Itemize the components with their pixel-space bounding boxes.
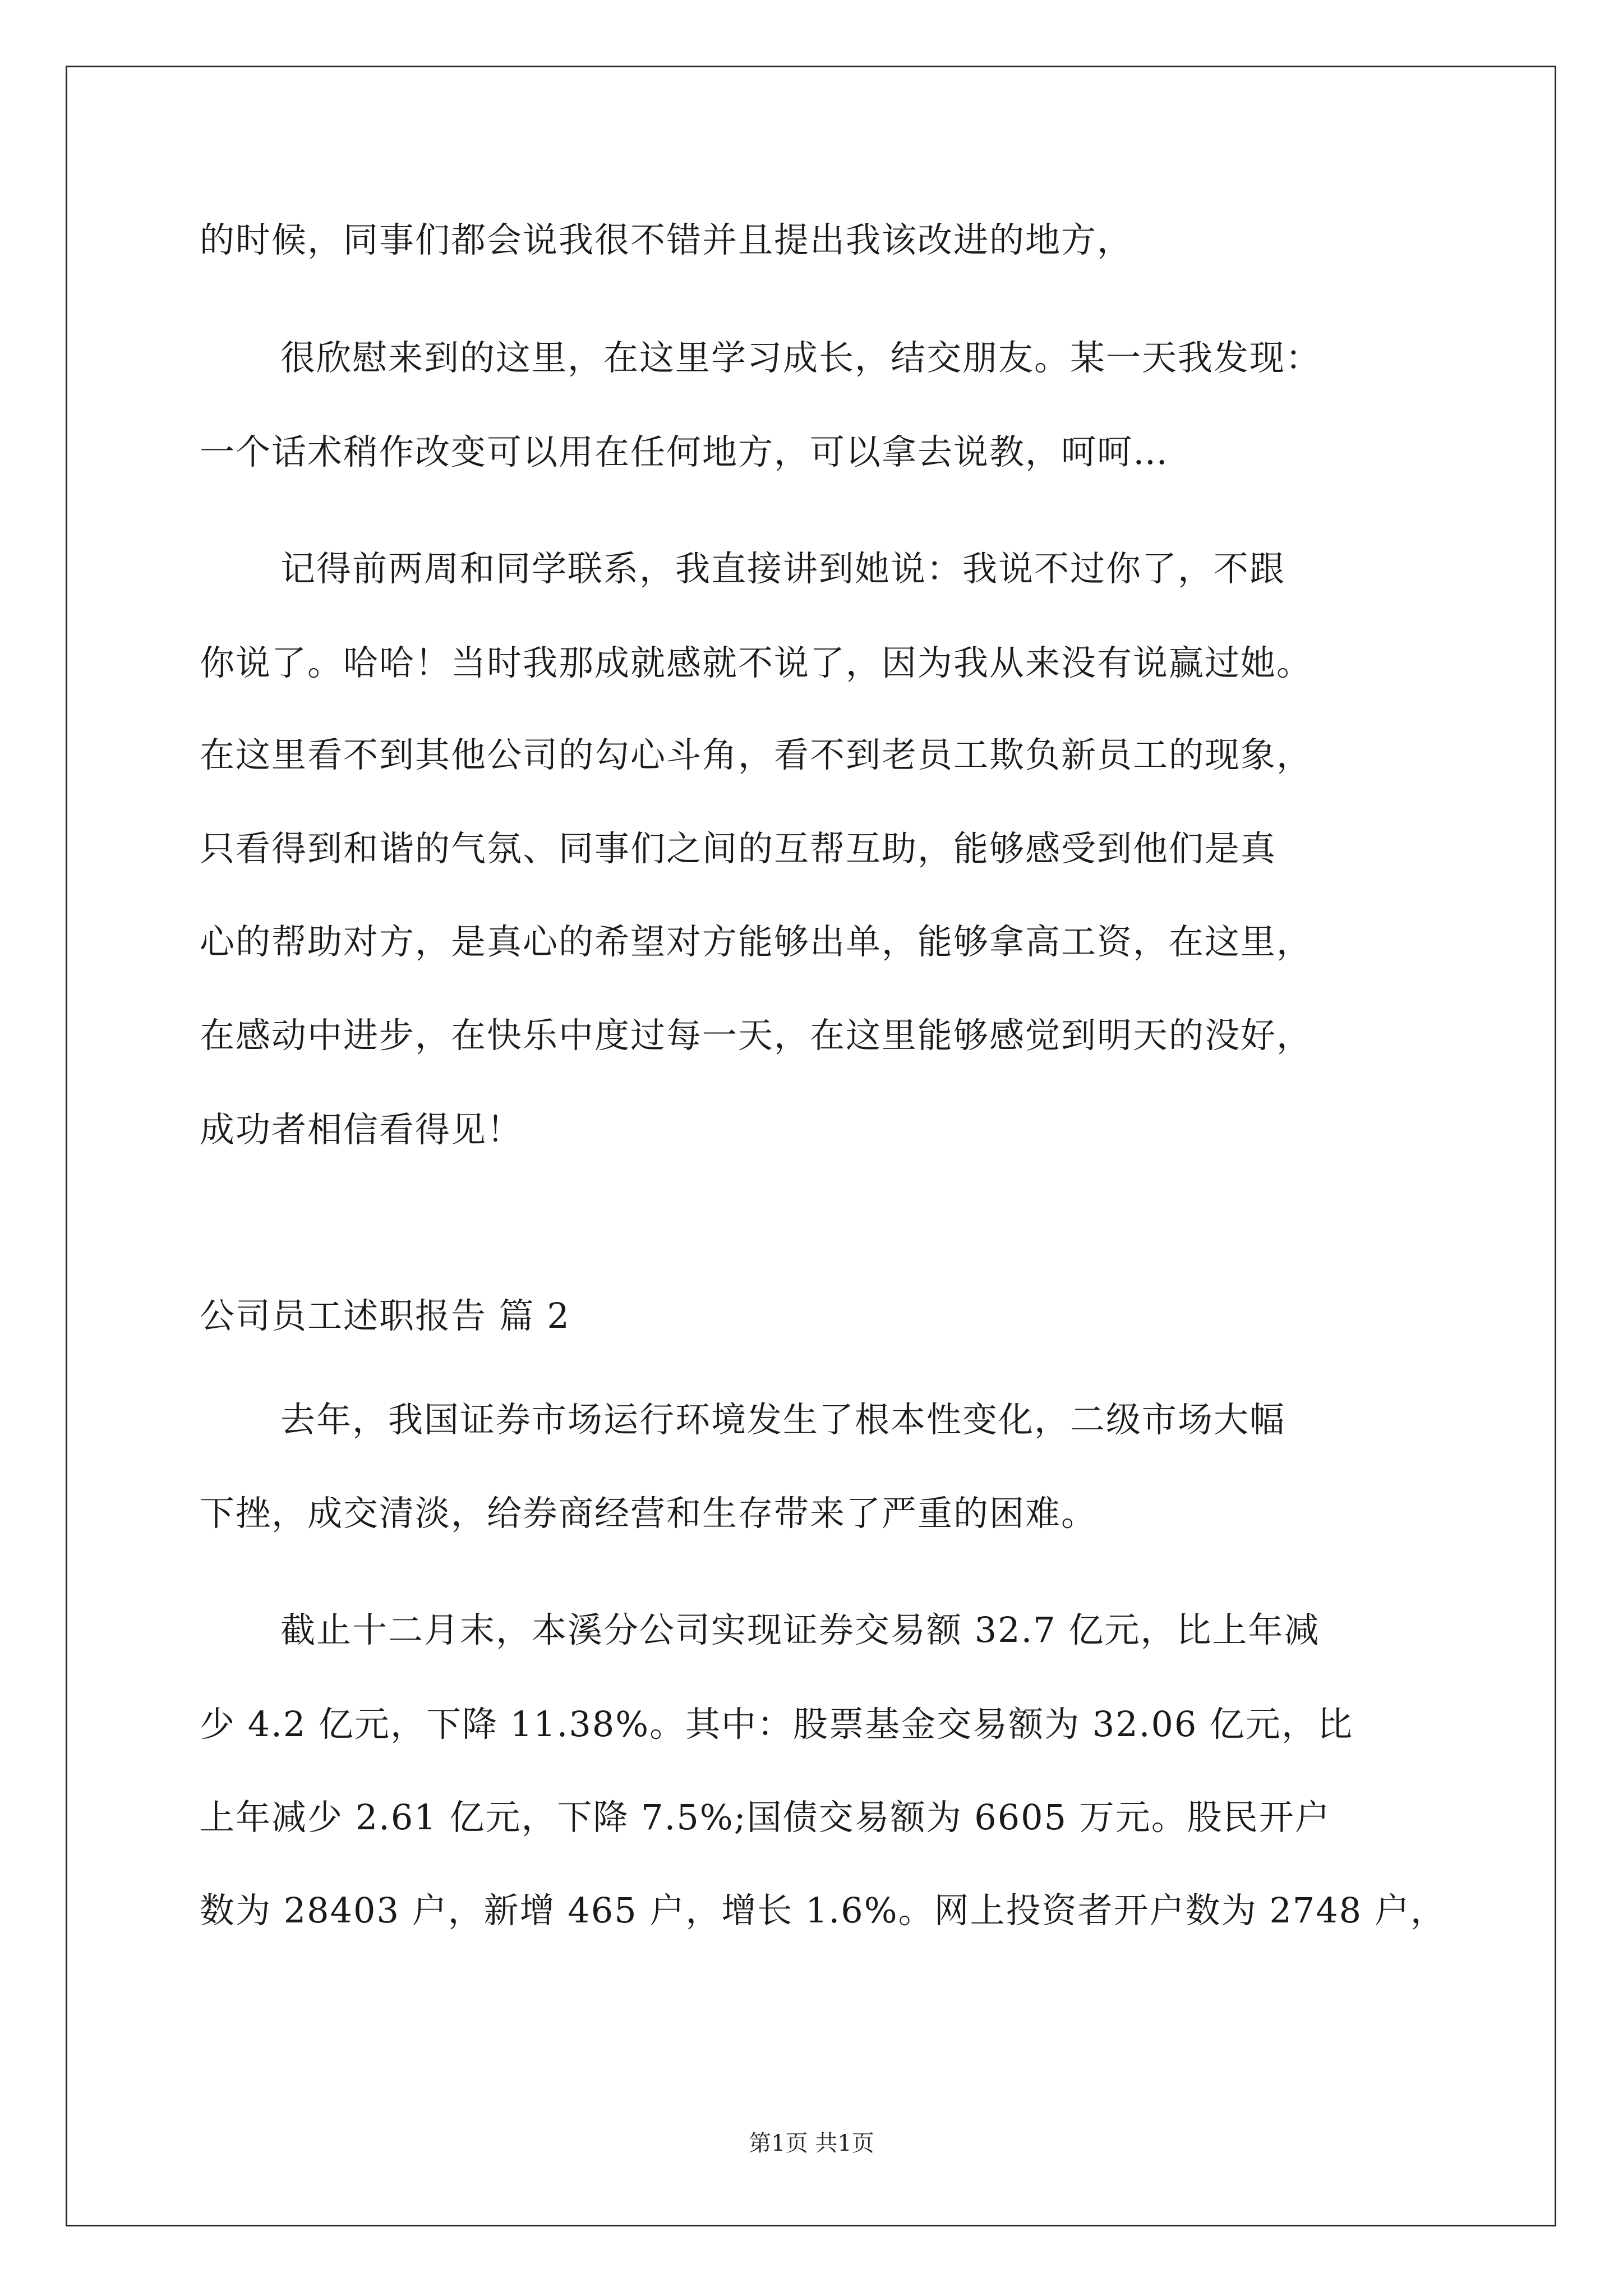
text-line: 记得前两周和同学联系，我直接讲到她说：我说不过你了，不跟 xyxy=(280,548,1286,589)
text-line: 上年减少 2.61 亿元，下降 7.5%;国债交易额为 6605 万元。股民开户 xyxy=(200,1797,1331,1838)
text-line: 你说了。哈哈！当时我那成就感就不说了，因为我从来没有说赢过她。 xyxy=(200,642,1313,683)
text-line: 数为 28403 户，新增 465 户，增长 1.6%。网上投资者开户数为 2748 户， xyxy=(200,1890,1446,1931)
text-line: 少 4.2 亿元，下降 11.38%。其中：股票基金交易额为 32.06 亿元，比 xyxy=(200,1704,1354,1745)
text-line: 只看得到和谐的气氛、同事们之间的互帮互助，能够感受到他们是真 xyxy=(200,828,1277,869)
text-line: 去年，我国证券市场运行环境发生了根本性变化，二级市场大幅 xyxy=(280,1399,1286,1440)
text-line: 成功者相信看得见！ xyxy=(200,1109,523,1150)
text-line: 的时候，同事们都会说我很不错并且提出我该改进的地方， xyxy=(200,219,1133,260)
text-line: 一个话术稍作改变可以用在任何地方，可以拿去说教，呵呵… xyxy=(200,431,1169,472)
text-line: 在感动中进步，在快乐中度过每一天，在这里能够感觉到明天的没好， xyxy=(200,1015,1313,1056)
text-line: 心的帮助对方，是真心的希望对方能够出单，能够拿高工资，在这里， xyxy=(200,921,1313,962)
page-number-footer: 第1页 共1页 xyxy=(749,2131,874,2156)
text-line: 在这里看不到其他公司的勾心斗角，看不到老员工欺负新员工的现象， xyxy=(200,734,1313,775)
section-heading: 公司员工述职报告 篇 2 xyxy=(200,1295,570,1336)
text-line: 截止十二月末，本溪分公司实现证券交易额 32.7 亿元，比上年减 xyxy=(280,1609,1320,1650)
text-line: 很欣慰来到的这里，在这里学习成长，结交朋友。某一天我发现： xyxy=(280,337,1322,378)
text-line: 下挫，成交清淡，给券商经营和生存带来了严重的困难。 xyxy=(200,1493,1098,1534)
